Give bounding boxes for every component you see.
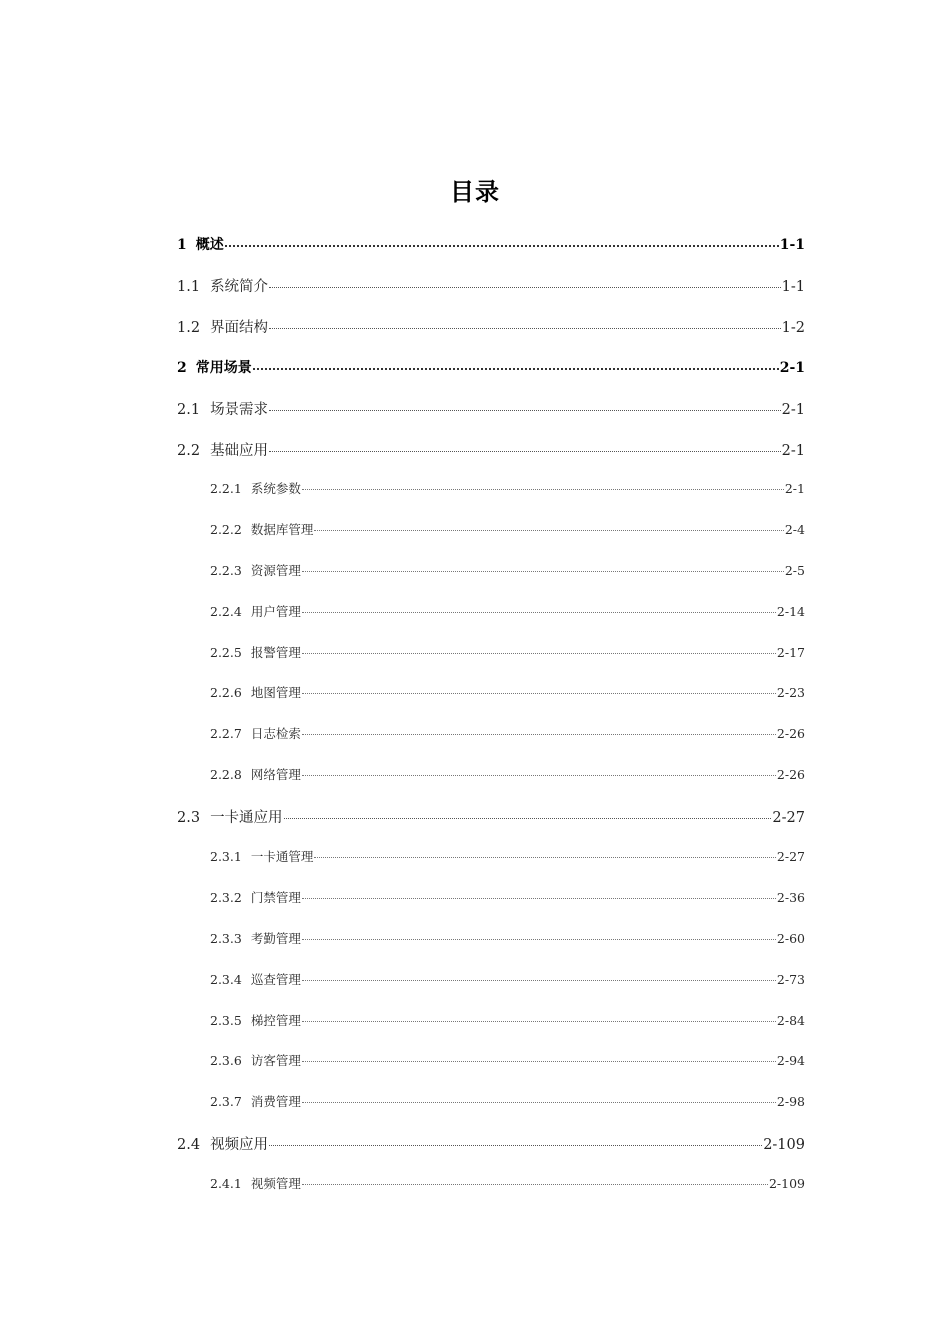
- toc-entry-title: 报警管理: [250, 645, 301, 660]
- toc-entry-level-3[interactable]: [210, 1092, 805, 1110]
- toc-entry-level-1[interactable]: [177, 357, 805, 377]
- toc-entry-level-3[interactable]: [210, 765, 805, 783]
- toc-entry-level-3[interactable]: [210, 561, 805, 579]
- toc-entry-number: 2.2.3: [210, 563, 242, 578]
- toc-entry-page-number: 2-26: [776, 726, 805, 741]
- toc-entry-number: 2.2.7: [210, 726, 242, 741]
- toc-entry-level-3[interactable]: [210, 929, 805, 947]
- toc-entry-number: 2.3.4: [210, 972, 242, 987]
- toc-entry-title: 访客管理: [250, 1053, 301, 1068]
- toc-entry-level-3[interactable]: [210, 602, 805, 620]
- toc-entry-page-number: 2-27: [776, 849, 805, 864]
- toc-entry-level-2[interactable]: [177, 1133, 805, 1154]
- toc-entry-title: 界面结构: [210, 320, 269, 336]
- toc-entry-title: 基础应用: [210, 443, 269, 459]
- dot-leader: [302, 570, 784, 572]
- dot-leader: [302, 1060, 776, 1062]
- toc-entry-level-3[interactable]: [210, 1051, 805, 1069]
- dot-leader: [302, 979, 776, 981]
- toc-entry-title: 资源管理: [250, 563, 301, 578]
- toc-entry-title: 概述: [195, 237, 224, 253]
- toc-entry-number: 2.2.6: [210, 685, 242, 700]
- toc-entry-title: 视频应用: [210, 1137, 269, 1153]
- toc-entry-number: 2.3.1: [210, 849, 242, 864]
- dot-leader: [302, 611, 776, 613]
- toc-entry-level-3[interactable]: [210, 479, 805, 497]
- toc-entry-title: 数据库管理: [250, 522, 314, 537]
- toc-entry-title: 地图管理: [250, 685, 301, 700]
- toc-entry-page-number: 2-98: [776, 1094, 805, 1109]
- toc-entry-number: 2.4.1: [210, 1176, 242, 1191]
- toc-entry-page-number: 2-60: [776, 931, 805, 946]
- toc-entry-title: 视频管理: [250, 1176, 301, 1191]
- toc-entry-title: 日志检索: [250, 726, 301, 741]
- toc-entry-number: 2.3.6: [210, 1053, 242, 1068]
- toc-entry-number: 1.2: [177, 320, 201, 336]
- toc-entry-number: 2.2: [177, 443, 201, 459]
- toc-entry-number: 2.2.2: [210, 522, 242, 537]
- dot-leader: [302, 692, 776, 694]
- toc-entry-level-3[interactable]: [210, 643, 805, 661]
- dot-leader: [269, 286, 781, 288]
- toc-entry-title: 考勤管理: [250, 931, 301, 946]
- toc-entry-level-3[interactable]: [210, 1011, 805, 1029]
- toc-entry-number: 2.3.7: [210, 1094, 242, 1109]
- dot-leader: [269, 409, 781, 411]
- toc-entry-title: 一卡通应用: [210, 810, 283, 826]
- dot-leader: [302, 488, 784, 490]
- dot-leader: [302, 1101, 776, 1103]
- toc-entry-number: 2.2.4: [210, 604, 242, 619]
- dot-leader: [314, 529, 784, 531]
- toc-entry-page-number: 2-4: [784, 522, 805, 537]
- dot-leader: [269, 327, 781, 329]
- toc-entry-page-number: 2-5: [784, 563, 805, 578]
- toc-entry-title: 梯控管理: [250, 1013, 301, 1028]
- toc-entry-page-number: 2-1: [781, 443, 805, 459]
- toc-entry-title: 消费管理: [250, 1094, 301, 1109]
- dot-leader: [302, 897, 776, 899]
- dot-leader: [284, 817, 772, 819]
- toc-entry-page-number: 1-1: [781, 279, 805, 295]
- toc-entry-level-2[interactable]: [177, 316, 805, 337]
- toc-entry-number: 2.3.2: [210, 890, 242, 905]
- dot-leader: [269, 1144, 762, 1146]
- toc-entry-page-number: 1-2: [781, 320, 805, 336]
- toc-entry-number: 2.3: [177, 810, 201, 826]
- toc-entry-number: 2.2.5: [210, 645, 242, 660]
- toc-entry-number: 1.1: [177, 279, 201, 295]
- toc-entry-page-number: 1-1: [779, 237, 805, 253]
- toc-entry-number: 2.4: [177, 1137, 201, 1153]
- dot-leader: [302, 774, 776, 776]
- toc-entry-level-3[interactable]: [210, 683, 805, 701]
- toc-entry-title: 场景需求: [210, 402, 269, 418]
- dot-leader: [225, 244, 779, 247]
- toc-entry-level-2[interactable]: [177, 398, 805, 419]
- dot-leader: [302, 652, 776, 654]
- toc-entry-level-2[interactable]: [177, 275, 805, 296]
- toc-entry-page-number: 2-23: [776, 685, 805, 700]
- toc-entry-level-3[interactable]: [210, 970, 805, 988]
- toc-entry-title: 门禁管理: [250, 890, 301, 905]
- dot-leader: [302, 1183, 768, 1185]
- toc-title: 目录: [450, 177, 500, 206]
- toc-entry-number: 2.1: [177, 402, 201, 418]
- dot-leader: [253, 367, 779, 370]
- toc-entry-number: 2.3.3: [210, 931, 242, 946]
- toc-entry-number: 2.3.5: [210, 1013, 242, 1028]
- dot-leader: [302, 1020, 776, 1022]
- toc-entry-number: 2.2.8: [210, 767, 242, 782]
- dot-leader: [269, 450, 781, 452]
- toc-entry-number: 2: [177, 360, 187, 376]
- toc-entry-title: 用户管理: [250, 604, 301, 619]
- toc-entry-page-number: 2-14: [776, 604, 805, 619]
- toc-entry-page-number: 2-84: [776, 1013, 805, 1028]
- toc-entry-page-number: 2-109: [763, 1137, 805, 1153]
- dot-leader: [302, 938, 776, 940]
- toc-entry-page-number: 2-109: [768, 1176, 805, 1191]
- toc-entry-title: 一卡通管理: [250, 849, 314, 864]
- toc-entry-number: 1: [177, 237, 187, 253]
- toc-entry-level-3[interactable]: [210, 847, 805, 865]
- toc-entry-page-number: 2-1: [781, 402, 805, 418]
- dot-leader: [314, 856, 776, 858]
- toc-entry-level-2[interactable]: [177, 806, 805, 827]
- toc-entry-page-number: 2-26: [776, 767, 805, 782]
- toc-entry-number: 2.2.1: [210, 481, 242, 496]
- toc-entry-level-3[interactable]: [210, 888, 805, 906]
- toc-entry-page-number: 2-27: [772, 810, 805, 826]
- toc-entry-level-3[interactable]: [210, 1174, 805, 1192]
- toc-entry-title: 巡查管理: [250, 972, 301, 987]
- toc-entry-level-2[interactable]: [177, 439, 805, 460]
- toc-entry-level-3[interactable]: [210, 520, 805, 538]
- dot-leader: [302, 733, 776, 735]
- toc-entry-page-number: 2-36: [776, 890, 805, 905]
- toc-entry-title: 系统简介: [210, 279, 269, 295]
- toc-entry-level-3[interactable]: [210, 724, 805, 742]
- toc-entry-level-1[interactable]: [177, 234, 805, 254]
- toc-entry-page-number: 2-1: [784, 481, 805, 496]
- toc-entry-page-number: 2-94: [776, 1053, 805, 1068]
- toc-entry-title: 常用场景: [195, 360, 252, 376]
- toc-entry-page-number: 2-73: [776, 972, 805, 987]
- toc-entry-page-number: 2-1: [779, 360, 805, 376]
- toc-entry-title: 网络管理: [250, 767, 301, 782]
- toc-entry-title: 系统参数: [250, 481, 301, 496]
- toc-entry-page-number: 2-17: [776, 645, 805, 660]
